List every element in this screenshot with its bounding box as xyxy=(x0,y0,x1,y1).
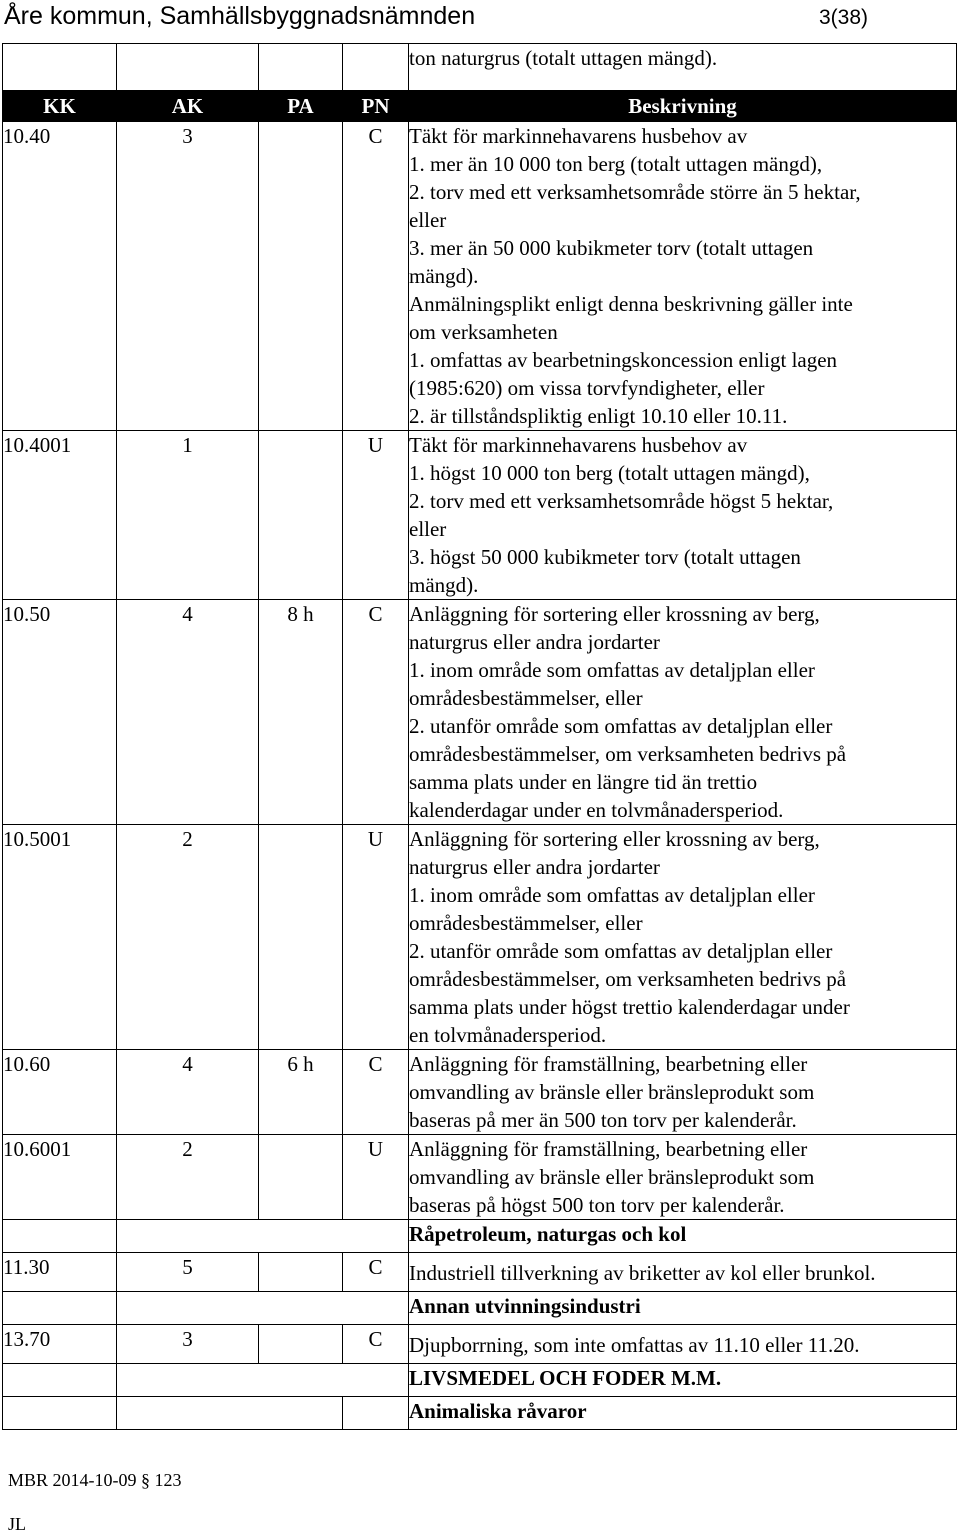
table-row xyxy=(3,1253,957,1292)
row-pa: 8 h xyxy=(259,600,343,825)
section-heading-animaliska: Animaliska råvaror xyxy=(409,1397,957,1430)
row-description: Industriell tillverkning av briketter av kol eller brunkol. xyxy=(409,1253,957,1292)
section-row xyxy=(3,1292,957,1325)
section-row xyxy=(3,1220,957,1253)
row-pa xyxy=(259,1253,343,1292)
description-line: eller xyxy=(409,208,447,232)
description-line: Täkt för markinnehavarens husbehov av xyxy=(409,433,748,457)
row-description xyxy=(409,431,957,600)
description-line: omvandling av bränsle eller bränsleprodukt som xyxy=(409,1080,815,1104)
description-line: Anläggning för sortering eller krossning av berg, xyxy=(409,602,820,626)
description-line: 3. mer än 50 000 kubikmeter torv (totalt uttagen xyxy=(409,236,814,260)
description-line: 2. utanför område som omfattas av detaljplan eller xyxy=(409,939,833,963)
table-row xyxy=(3,600,957,825)
description-line: 2. utanför område som omfattas av detaljplan eller xyxy=(409,714,833,738)
description-line: Anläggning för framställning, bearbetning eller xyxy=(409,1137,808,1161)
row-kk-code: 10.50 xyxy=(3,600,117,825)
row-pa: 6 h xyxy=(259,1050,343,1135)
description-line: 1. mer än 10 000 ton berg (totalt uttagen mängd), xyxy=(409,152,823,176)
table-row xyxy=(3,825,957,1050)
row-ak: 2 xyxy=(117,1135,259,1220)
row-pa xyxy=(259,825,343,1050)
section-heading-petroleum: Råpetroleum, naturgas och kol xyxy=(409,1220,957,1253)
section-heading-annan: Annan utvinningsindustri xyxy=(409,1292,957,1325)
row-pa xyxy=(259,431,343,600)
row-kk-code: 10.40 xyxy=(3,122,117,431)
carry-over-row xyxy=(3,44,957,91)
description-line: samma plats under högst trettio kalenderdagar under xyxy=(409,995,850,1019)
table-row xyxy=(3,1050,957,1135)
row-pn: C xyxy=(343,1050,409,1135)
description-line: 1. omfattas av bearbetningskoncession enligt lagen xyxy=(409,348,838,372)
row-pa xyxy=(259,1325,343,1364)
row-kk-code: 13.70 xyxy=(3,1325,117,1364)
row-ak: 3 xyxy=(117,122,259,431)
description-line: om verksamheten xyxy=(409,320,558,344)
row-ak: 3 xyxy=(117,1325,259,1364)
footer-reference: MBR 2014-10-09 § 123 xyxy=(8,1470,182,1490)
description-line: 1. inom område som omfattas av detaljplan eller xyxy=(409,883,815,907)
column-header-pa: PA xyxy=(259,91,343,122)
row-description xyxy=(409,1050,957,1135)
row-pn: U xyxy=(343,431,409,600)
row-kk-code: 11.30 xyxy=(3,1253,117,1292)
row-pn: C xyxy=(343,1253,409,1292)
description-line: Täkt för markinnehavarens husbehov av xyxy=(409,124,748,148)
row-pa xyxy=(259,1135,343,1220)
description-line: 1. högst 10 000 ton berg (totalt uttagen mängd), xyxy=(409,461,810,485)
description-line: områdesbestämmelser, om verksamheten bedrivs på xyxy=(409,742,847,766)
description-line: 2. är tillståndspliktig enligt 10.10 eller 10.11. xyxy=(409,404,788,428)
row-pn: C xyxy=(343,600,409,825)
description-line: 2. torv med ett verksamhetsområde högst 5 hektar, xyxy=(409,489,834,513)
row-ak: 2 xyxy=(117,825,259,1050)
description-line: 1. inom område som omfattas av detaljplan eller xyxy=(409,658,815,682)
table-row xyxy=(3,122,957,431)
row-pn: U xyxy=(343,825,409,1050)
description-line: områdesbestämmelser, eller xyxy=(409,911,643,935)
row-description xyxy=(409,122,957,431)
description-line: omvandling av bränsle eller bränsleprodukt som xyxy=(409,1165,815,1189)
page-number: 3(38) xyxy=(818,6,868,29)
table-header-row xyxy=(3,91,957,122)
row-kk-code: 10.4001 xyxy=(3,431,117,600)
table-row xyxy=(3,1135,957,1220)
activity-table xyxy=(2,43,957,1430)
row-kk-code: 10.6001 xyxy=(3,1135,117,1220)
description-line: kalenderdagar under en tolvmånadersperiod. xyxy=(409,798,784,822)
description-line: mängd). xyxy=(409,264,479,288)
description-line: 2. torv med ett verksamhetsområde större än 5 hektar, xyxy=(409,180,861,204)
document-title: Åre kommun, Samhällsbyggnadsnämnden xyxy=(4,2,476,30)
row-ak: 4 xyxy=(117,600,259,825)
row-ak: 5 xyxy=(117,1253,259,1292)
description-line: 3. högst 50 000 kubikmeter torv (totalt uttagen xyxy=(409,545,801,569)
column-header-kk: KK xyxy=(3,91,117,122)
description-line: samma plats under en längre tid än trettio xyxy=(409,770,758,794)
row-pn: U xyxy=(343,1135,409,1220)
carry-over-text: ton naturgrus (totalt uttagen mängd). xyxy=(409,44,957,91)
description-line: baseras på mer än 500 ton torv per kalenderår. xyxy=(409,1108,797,1132)
column-header-beskrivning: Beskrivning xyxy=(409,91,957,122)
description-line: Anläggning för sortering eller krossning av berg, xyxy=(409,827,820,851)
description-line: en tolvmånadersperiod. xyxy=(409,1023,607,1047)
row-kk-code: 10.60 xyxy=(3,1050,117,1135)
column-header-pn: PN xyxy=(343,91,409,122)
row-description xyxy=(409,825,957,1050)
description-line: områdesbestämmelser, om verksamheten bedrivs på xyxy=(409,967,847,991)
description-line: Anläggning för framställning, bearbetning eller xyxy=(409,1052,808,1076)
description-line: baseras på högst 500 ton torv per kalenderår. xyxy=(409,1193,785,1217)
row-kk-code: 10.5001 xyxy=(3,825,117,1050)
row-ak: 4 xyxy=(117,1050,259,1135)
row-description xyxy=(409,1135,957,1220)
description-line: områdesbestämmelser, eller xyxy=(409,686,643,710)
page-header xyxy=(4,0,956,40)
section-row xyxy=(3,1364,957,1397)
table-row xyxy=(3,1325,957,1364)
description-line: eller xyxy=(409,517,447,541)
description-line: Anmälningsplikt enligt denna beskrivning gäller inte xyxy=(409,292,853,316)
row-ak: 1 xyxy=(117,431,259,600)
footer-initials: JL xyxy=(8,1514,26,1534)
table-row xyxy=(3,431,957,600)
column-header-ak: AK xyxy=(117,91,259,122)
row-description xyxy=(409,600,957,825)
section-heading-livsmedel: LIVSMEDEL OCH FODER M.M. xyxy=(409,1364,957,1397)
section-row xyxy=(3,1397,957,1430)
row-pa xyxy=(259,122,343,431)
row-pn: C xyxy=(343,1325,409,1364)
description-line: naturgrus eller andra jordarter xyxy=(409,630,660,654)
row-description: Djupborrning, som inte omfattas av 11.10 eller 11.20. xyxy=(409,1325,957,1364)
description-line: naturgrus eller andra jordarter xyxy=(409,855,660,879)
row-pn: C xyxy=(343,122,409,431)
description-line: mängd). xyxy=(409,573,479,597)
description-line: (1985:620) om vissa torvfyndigheter, eller xyxy=(409,376,765,400)
